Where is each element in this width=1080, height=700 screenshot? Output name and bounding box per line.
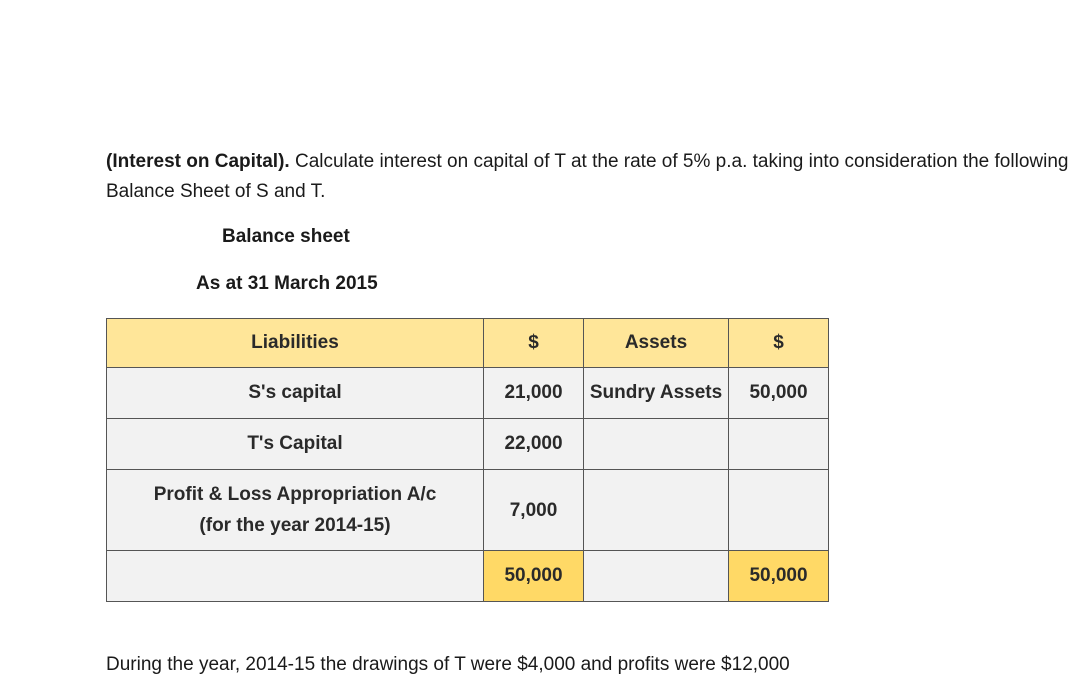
asset-sundry-assets: Sundry Assets bbox=[584, 368, 729, 419]
header-liab-amount: $ bbox=[484, 319, 584, 368]
question-title: (Interest on Capital). bbox=[106, 151, 290, 172]
table-row bbox=[107, 470, 829, 551]
table-row bbox=[107, 368, 829, 419]
table-header-row bbox=[107, 319, 829, 368]
pl-line-1: Profit & Loss Appropriation A/c bbox=[153, 484, 437, 505]
header-asset-amount: $ bbox=[729, 319, 829, 368]
pl-line-2: (for the year 2014-15) bbox=[199, 515, 391, 536]
table-row bbox=[107, 419, 829, 470]
question-text bbox=[106, 147, 1071, 207]
asset-empty bbox=[584, 470, 729, 551]
assets-total: 50,000 bbox=[729, 551, 829, 602]
totals-label-empty bbox=[107, 551, 484, 602]
liability-t-capital: T's Capital bbox=[107, 419, 484, 470]
liability-amount: 22,000 bbox=[484, 419, 584, 470]
header-assets: Assets bbox=[584, 319, 729, 368]
liabilities-total: 50,000 bbox=[484, 551, 584, 602]
liability-pl-appropriation bbox=[107, 470, 484, 551]
asset-amount-empty bbox=[729, 470, 829, 551]
drawings-note: During the year, 2014-15 the drawings of T were $4,000 and profits were $12,000 bbox=[106, 654, 790, 675]
header-liabilities: Liabilities bbox=[107, 319, 484, 368]
balance-sheet-table bbox=[106, 318, 829, 602]
asset-amount: 50,000 bbox=[729, 368, 829, 419]
balance-sheet-title: Balance sheet bbox=[222, 226, 350, 247]
asset-empty bbox=[584, 419, 729, 470]
assets-label-empty bbox=[584, 551, 729, 602]
asset-amount-empty bbox=[729, 419, 829, 470]
liability-amount: 21,000 bbox=[484, 368, 584, 419]
totals-row bbox=[107, 551, 829, 602]
question-body: Calculate interest on capital of T at the rate of 5% p.a. taking into consideration the following Balance Sheet of S and T. bbox=[106, 151, 1069, 202]
liability-s-capital: S's capital bbox=[107, 368, 484, 419]
liability-amount: 7,000 bbox=[484, 470, 584, 551]
balance-sheet-date: As at 31 March 2015 bbox=[196, 273, 378, 294]
